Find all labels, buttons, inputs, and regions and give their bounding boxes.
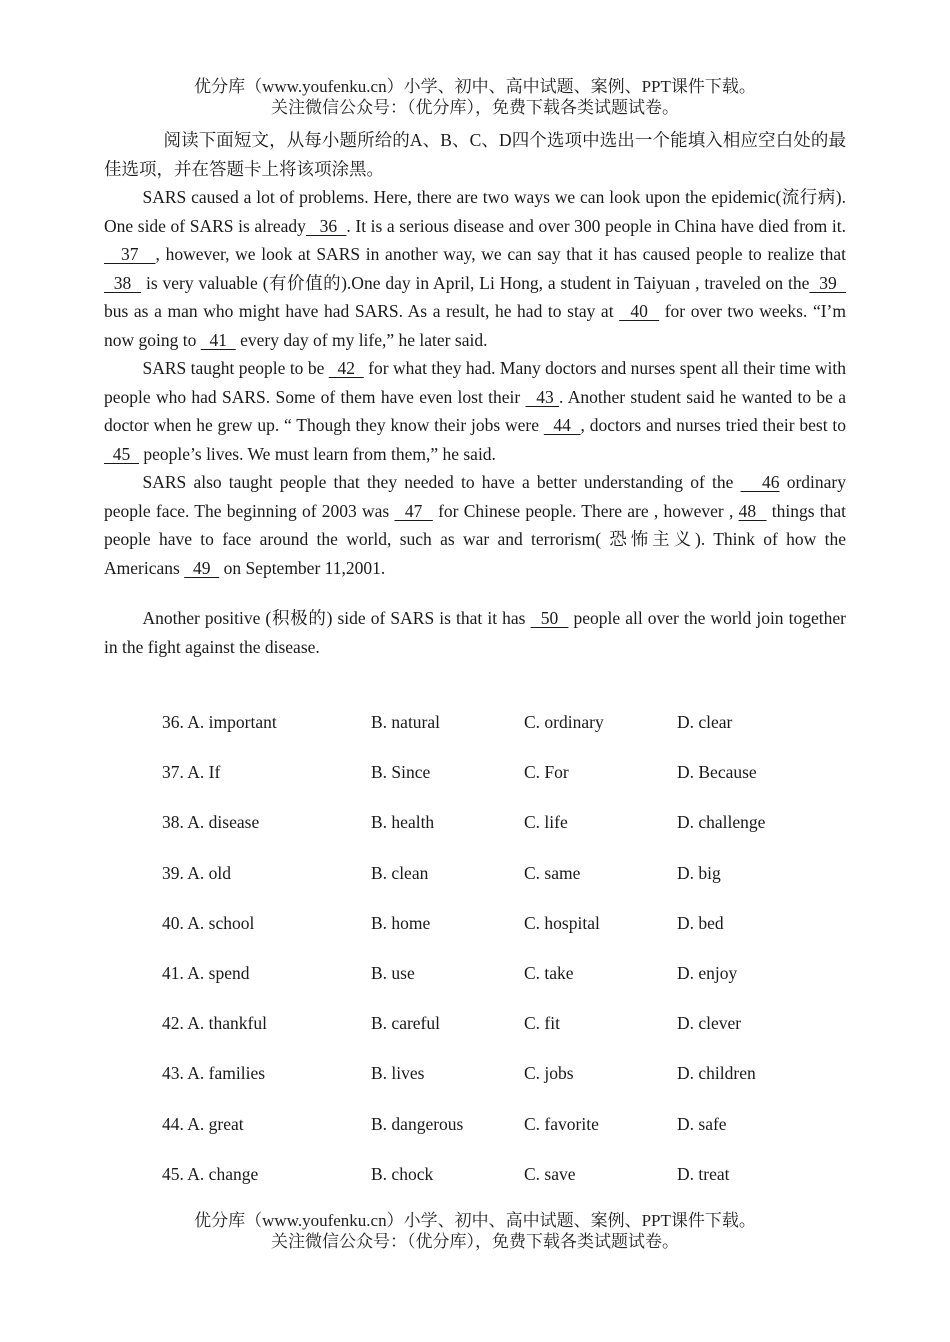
paragraph-2 [104,354,846,468]
text-span: for Chinese people. There are , however , [432,500,739,521]
blank-40: 40 [619,301,660,321]
question-row-45 [162,1160,842,1210]
blank-42: 42 [328,358,364,378]
question-row-38 [162,808,842,858]
blank-46: 46 [740,472,780,492]
option-b: B. home [371,912,431,933]
option-a: 40. A. school [162,912,255,933]
text-span: . Another student said he wanted to be a doctor when he grew up. “ Though they know their jobs were [104,386,847,435]
option-c: C. For [524,762,569,783]
option-c: C. jobs [524,1063,574,1084]
blank-37: 37 [104,244,156,264]
option-b: B. lives [371,1063,425,1084]
option-a: 42. A. thankful [162,1013,267,1034]
text-span: , doctors and nurses tried their best to [580,415,847,435]
question-row-43 [162,1059,842,1109]
option-b: B. clean [371,862,429,883]
option-c: C. save [524,1163,576,1184]
option-d: D. enjoy [677,962,738,983]
text-span: on September 11,2001. [219,557,386,578]
option-a: 36. A. important [162,712,277,732]
option-a: 37. A. If [162,762,221,783]
blank-41: 41 [200,329,236,350]
option-c: C. fit [524,1013,560,1034]
blank-47: 47 [394,500,433,521]
option-b: B. chock [371,1163,434,1184]
option-b: B. careful [371,1013,440,1034]
paragraph-3 [104,468,846,582]
question-row-39 [162,859,842,909]
text-span: things that people have to face around the world, such as war and terrorism( 恐怖主义). Think of how the Americans [104,500,847,578]
blank-43: 43 [525,386,560,407]
text-span: SARS taught people to be [142,358,329,378]
option-b: B. natural [371,712,441,732]
header-line-1: 优分库（www.youfenku.cn）小学、初中、高中试题、案例、PPT课件下载。 [194,77,756,96]
option-a: 45. A. change [162,1163,259,1184]
text-span: for what they had. Many doctors and nurses spent all their time with people who had SARS. Some of them have even lost their [104,358,846,407]
blank-45: 45 [104,443,139,464]
header-line-2: 关注微信公众号：（优分库），免费下载各类试题试卷。 [271,98,679,117]
paragraph-1 [104,183,846,354]
footer-line-1: 优分库（www.youfenku.cn）小学、初中、高中试题、案例、PPT课件下载。 [194,1211,756,1230]
option-c: C. favorite [524,1113,599,1134]
option-c: C. ordinary [524,712,604,732]
page-footer [0,1210,950,1252]
option-c: C. hospital [524,912,600,933]
option-a: 41. A. spend [162,962,250,983]
passage-content [104,126,846,661]
text-span: people’s lives. We must learn from them,” he said. [139,443,496,464]
question-row-40 [162,909,842,959]
option-d: D. big [677,862,721,883]
question-row-42 [162,1009,842,1059]
text-span: SARS caused a lot of problems. Here, there are two ways we can look upon the epidemic(流行病). One side of SARS is already [104,187,846,236]
answer-options [162,708,842,1210]
blank-44: 44 [543,415,581,435]
option-a: 38. A. disease [162,812,260,833]
option-c: C. take [524,962,574,983]
blank-36: 36 [305,215,347,236]
option-a: 44. A. great [162,1113,244,1134]
option-b: B. Since [371,762,431,783]
text-span: people all over the world join together in the fight against the disease. [104,608,846,657]
option-a: 43. A. families [162,1063,266,1084]
option-d: D. clever [677,1013,742,1034]
text-span: every day of my life,” he later said. [235,329,488,350]
text-span: ordinary people face. The beginning of 2003 was [104,472,846,521]
text-span: for over two weeks. “I’m now going to [104,301,846,350]
option-d: D. clear [677,712,733,732]
option-d: D. Because [677,762,757,783]
option-d: D. treat [677,1163,730,1184]
blank-50: 50 [530,608,569,628]
text-span: is very valuable (有价值的).One day in April, Li Hong, a student in Taiyuan , traveled on the [141,272,810,293]
instructions: 阅读下面短文，从每小题所给的A、B、C、D四个选项中选出一个能填入相应空白处的最佳选项，并在答题卡上将该项涂黑。 [104,130,846,179]
option-d: D. children [677,1063,756,1084]
option-b: B. dangerous [371,1113,464,1134]
blank-39: 39 [809,272,847,293]
blank-38: 38 [104,272,142,293]
paragraph-4 [104,604,846,661]
option-b: B. health [371,812,435,833]
blank-49: 49 [184,557,220,578]
page-header [0,76,950,118]
question-row-37 [162,758,842,808]
text-span: , however, we look at SARS in another way, we can say that it has caused people to realize that [155,244,847,264]
option-c: C. same [524,862,581,883]
question-row-36 [162,708,842,758]
option-d: D. bed [677,912,724,933]
text-span: Another positive (积极的) side of SARS is that it has [142,608,531,628]
question-row-44 [162,1110,842,1160]
option-b: B. use [371,962,415,983]
option-a: 39. A. old [162,862,232,883]
blank-48: 48 [738,500,767,521]
footer-line-2: 关注微信公众号：（优分库），免费下载各类试题试卷。 [271,1232,679,1251]
option-d: D. challenge [677,812,766,833]
question-row-41 [162,959,842,1009]
text-span: SARS also taught people that they needed to have a better understanding of the [142,472,741,492]
text-span: . It is a serious disease and over 300 people in China have died from it. [346,215,846,236]
text-span: bus as a man who might have had SARS. As a result, he had to stay at [104,301,620,321]
option-d: D. safe [677,1113,727,1134]
option-c: C. life [524,812,568,833]
